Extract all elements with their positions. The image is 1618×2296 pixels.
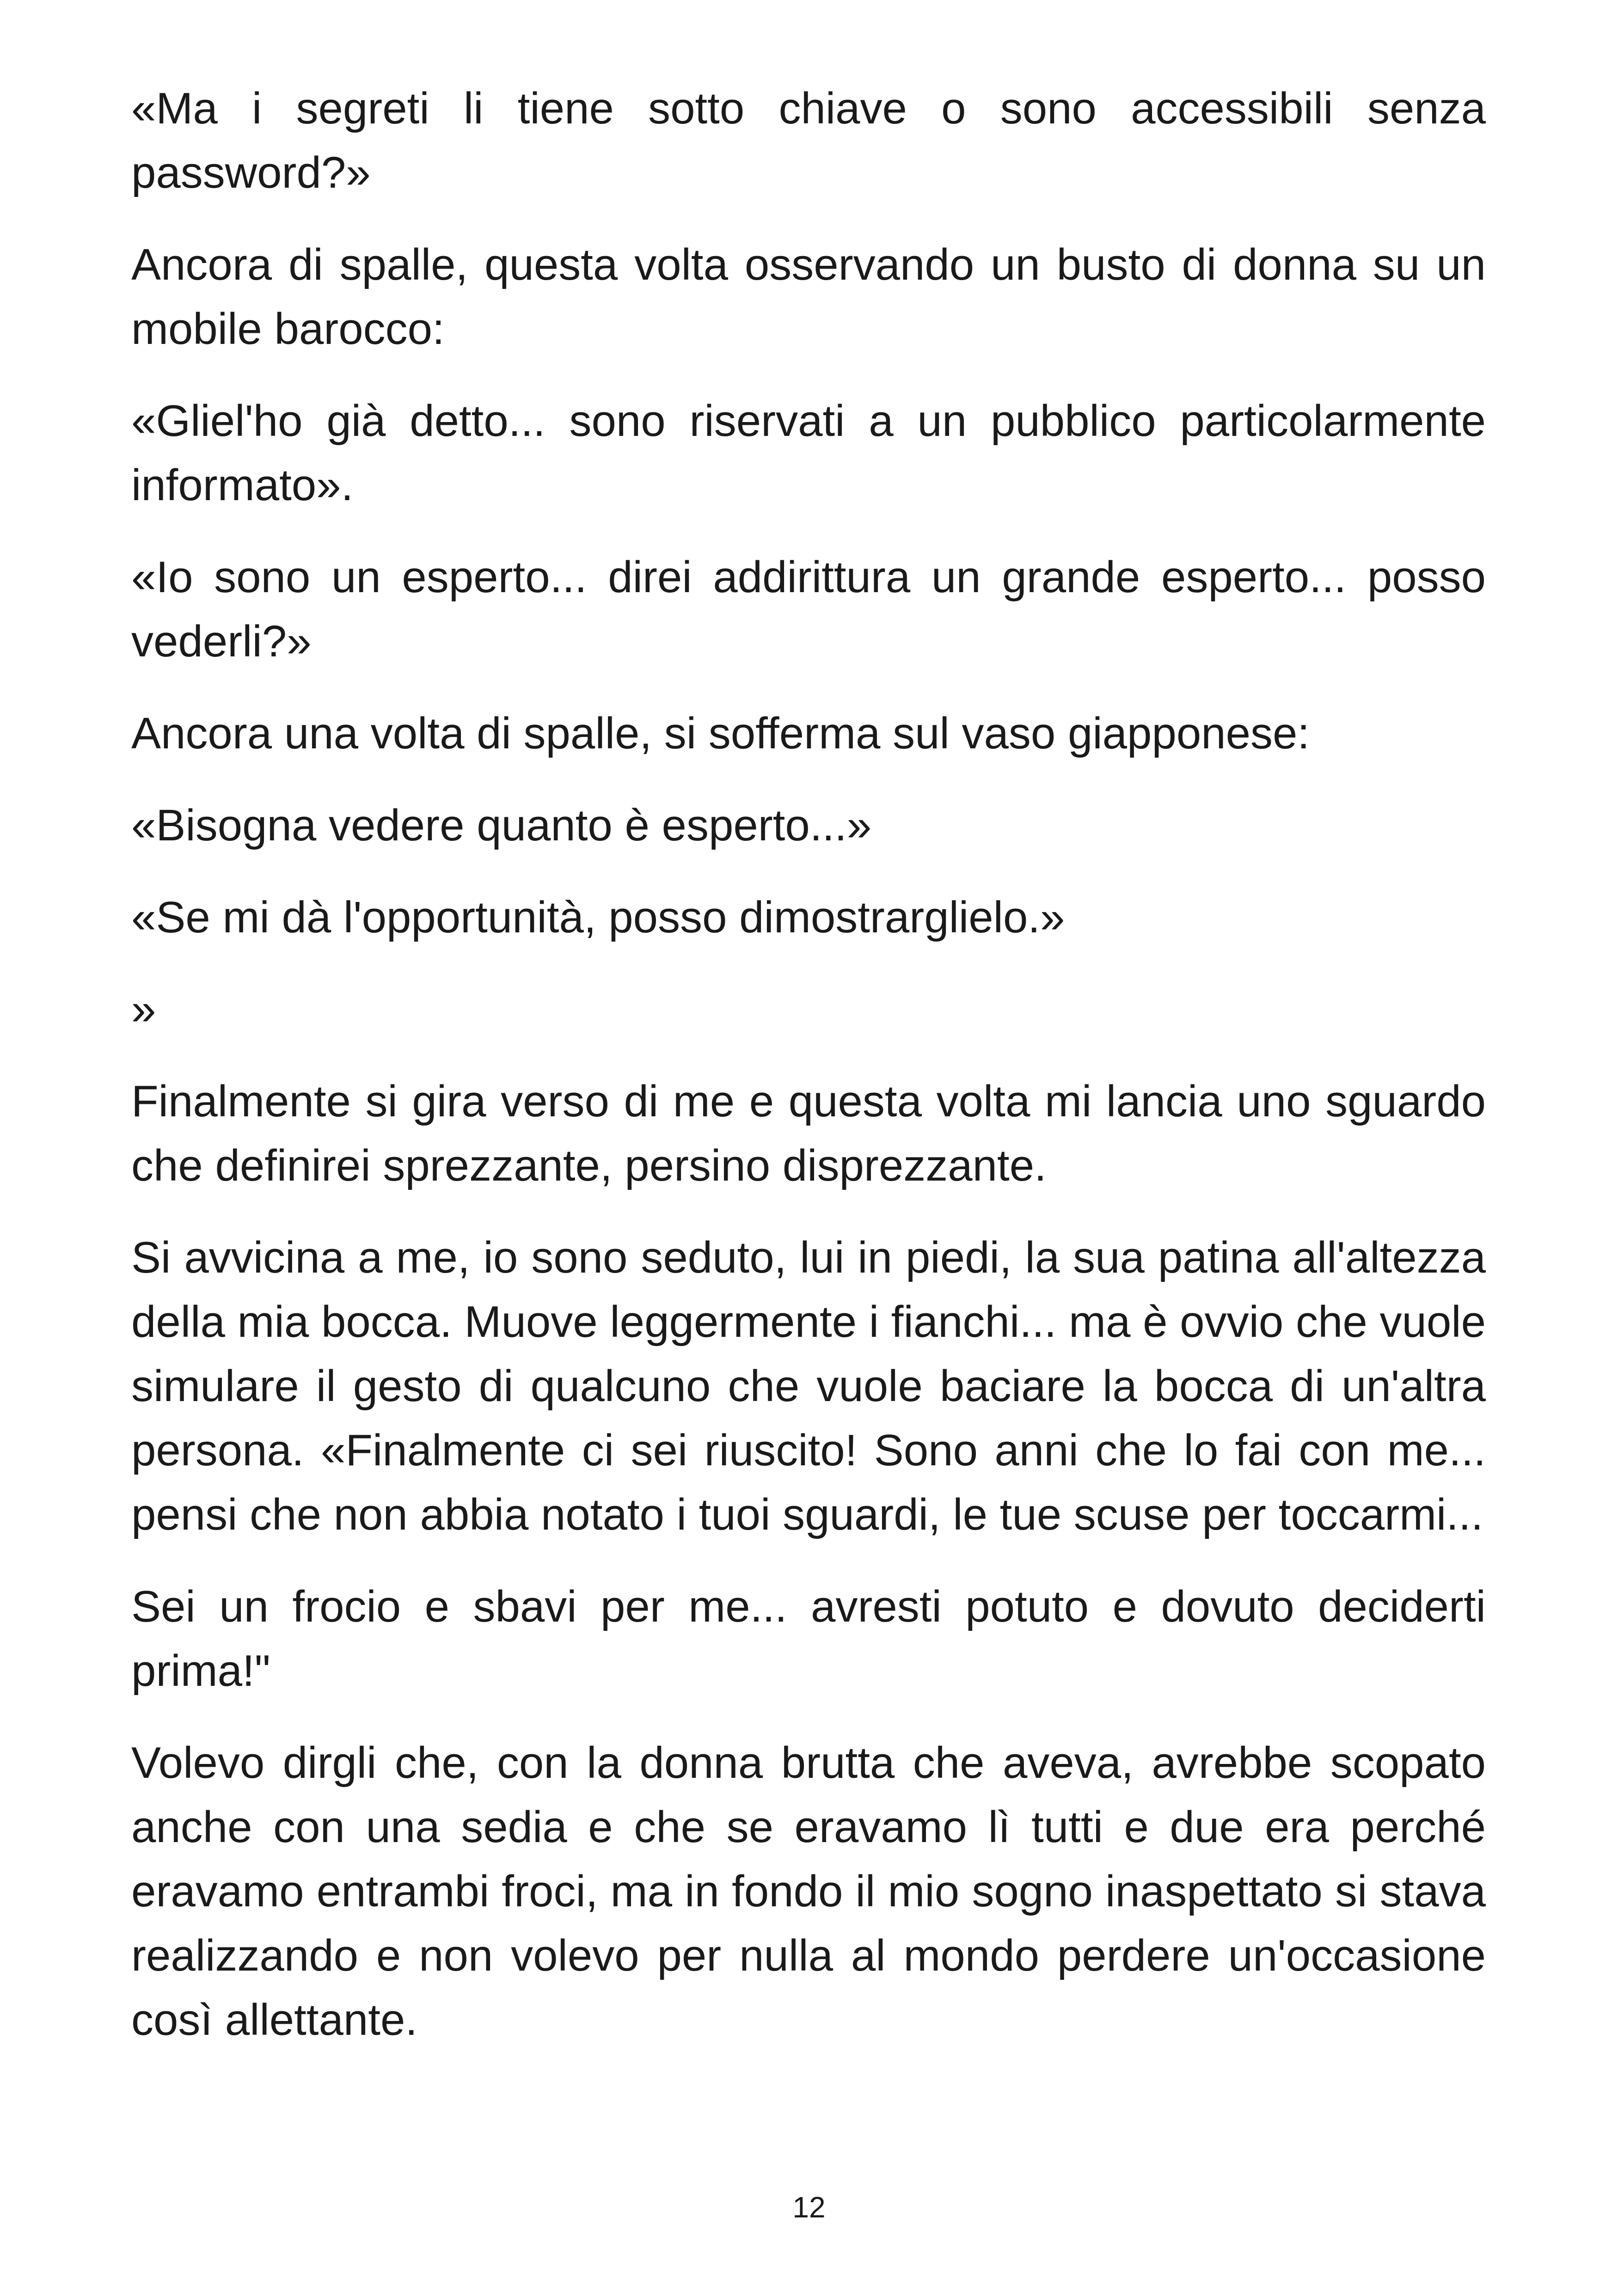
paragraph-4: «Io sono un esperto... direi addirittura un grande esperto... posso vederli?»	[131, 552, 1486, 666]
text-column	[131, 76, 1486, 2080]
paragraph-8: »	[131, 985, 156, 1034]
paragraph-3: «Gliel'ho già detto... sono riservati a un pubblico particolarmente informato».	[131, 396, 1486, 510]
paragraph-1: «Ma i segreti li tiene sotto chiave o sono accessibili senza password?»	[131, 84, 1486, 197]
paragraph-6: «Bisogna vedere quanto è esperto...»	[131, 801, 872, 850]
paragraph-9: Finalmente si gira verso di me e questa volta mi lancia uno sguardo che definirei sprezzante, persino disprezzante.	[131, 1077, 1486, 1190]
paragraph-10: Si avvicina a me, io sono seduto, lui in piedi, la sua patina all'altezza della mia bocca. Muove leggermente i fianchi... ma è ovvio che vuole simulare il gesto di qualcuno che vuole baciare la bocca di un'altra persona. «Finalmente ci sei riuscito! Sono anni che lo fai con me... pensi che non abbia notato i tuoi sguardi, le tue scuse per toccarmi...	[131, 1233, 1486, 1539]
paragraph-12: Volevo dirgli che, con la donna brutta che aveva, avrebbe scopato anche con una sedia e che se eravamo lì tutti e due era perché eravamo entrambi froci, ma in fondo il mio sogno inaspettato si stava realizzando e non volevo per nulla al mondo perdere un'occasione così allettante.	[131, 1738, 1486, 2045]
paragraph-7: «Se mi dà l'opportunità, posso dimostrarglielo.»	[131, 893, 1065, 942]
paragraph-5: Ancora una volta di spalle, si sofferma sul vaso giapponese:	[131, 709, 1310, 758]
paragraph-2: Ancora di spalle, questa volta osservando un busto di donna su un mobile barocco:	[131, 240, 1486, 354]
paragraph-11: Sei un frocio e sbavi per me... avresti potuto e dovuto deciderti prima!"	[131, 1582, 1486, 1696]
page-number: 12	[792, 2191, 826, 2224]
